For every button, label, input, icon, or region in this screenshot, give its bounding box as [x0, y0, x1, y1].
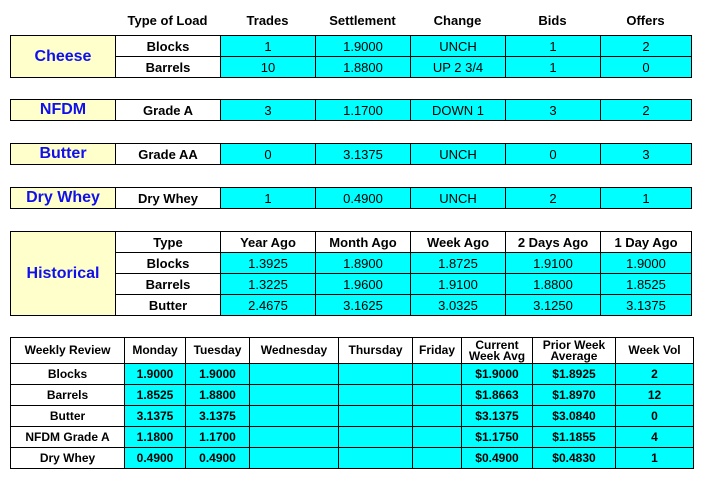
- bids-cell: 1: [506, 36, 601, 57]
- drywhey-label: Dry Whey: [11, 188, 116, 209]
- weekly-row-name: Barrels: [11, 385, 125, 406]
- table-row: [11, 100, 692, 121]
- current-week-avg-cell: $1.1750: [462, 427, 533, 448]
- month-ago-cell: 1.9600: [316, 274, 411, 295]
- drywhey-table: [10, 187, 692, 209]
- historical-header-1-day-ago: 1 Day Ago: [601, 232, 692, 253]
- tuesday-cell: 0.4900: [186, 448, 250, 469]
- tuesday-cell: 1.9000: [186, 364, 250, 385]
- current-week-avg-cell: $0.4900: [462, 448, 533, 469]
- thursday-cell: [339, 448, 413, 469]
- 2-days-ago-cell: 3.1250: [506, 295, 601, 316]
- weekly-header-friday: Friday: [413, 338, 462, 364]
- thursday-cell: [339, 385, 413, 406]
- prior-week-average-cell: $1.8970: [533, 385, 616, 406]
- week-vol-cell: 12: [616, 385, 694, 406]
- table-row: [11, 364, 694, 385]
- table-row: [11, 144, 692, 165]
- prior-week-average-cell: $0.4830: [533, 448, 616, 469]
- table-row: [11, 448, 694, 469]
- change-cell: UNCH: [411, 144, 506, 165]
- week-vol-cell: 2: [616, 364, 694, 385]
- prior-week-average-cell: $3.0840: [533, 406, 616, 427]
- change-cell: DOWN 1: [411, 100, 506, 121]
- friday-cell: [413, 385, 462, 406]
- thursday-cell: [339, 364, 413, 385]
- bids-cell: 0: [506, 144, 601, 165]
- wednesday-cell: [250, 427, 339, 448]
- bids-cell: 2: [506, 188, 601, 209]
- offers-cell: 0: [601, 57, 692, 78]
- table-row: [11, 427, 694, 448]
- nfdm-table: [10, 99, 692, 121]
- weekly-header-label: Weekly Review: [11, 338, 125, 364]
- week-ago-cell: 1.8725: [411, 253, 506, 274]
- monday-cell: 1.9000: [125, 364, 186, 385]
- header-trades: Trades: [246, 13, 289, 28]
- row-type: Barrels: [116, 57, 221, 78]
- settlement-cell: 1.9000: [316, 36, 411, 57]
- offers-cell: 2: [601, 100, 692, 121]
- weekly-header-current-week-avg: Current Week Avg: [462, 338, 533, 364]
- 2-days-ago-cell: 1.9100: [506, 253, 601, 274]
- friday-cell: [413, 364, 462, 385]
- row-type: Grade AA: [116, 144, 221, 165]
- historical-table: [10, 231, 692, 316]
- weekly-row-name: NFDM Grade A: [11, 427, 125, 448]
- current-week-avg-cell: $1.9000: [462, 364, 533, 385]
- offers-cell: 1: [601, 188, 692, 209]
- settlement-cell: 0.4900: [316, 188, 411, 209]
- weekly-header-monday: Monday: [125, 338, 186, 364]
- 1-day-ago-cell: 3.1375: [601, 295, 692, 316]
- weekly-header-prior-week-average: Prior Week Average: [533, 338, 616, 364]
- trades-cell: 1: [221, 36, 316, 57]
- bids-cell: 1: [506, 57, 601, 78]
- weekly-row-name: Dry Whey: [11, 448, 125, 469]
- week-ago-cell: 3.0325: [411, 295, 506, 316]
- year-ago-cell: 1.3225: [221, 274, 316, 295]
- month-ago-cell: 3.1625: [316, 295, 411, 316]
- trades-cell: 0: [221, 144, 316, 165]
- week-vol-cell: 4: [616, 427, 694, 448]
- table-row: [11, 406, 694, 427]
- thursday-cell: [339, 406, 413, 427]
- weekly-row-name: Butter: [11, 406, 125, 427]
- butter-table: [10, 143, 692, 165]
- friday-cell: [413, 448, 462, 469]
- weekly-header-week-vol: Week Vol: [616, 338, 694, 364]
- historical-label: Historical: [11, 232, 116, 316]
- table-row: [11, 36, 692, 57]
- historical-header-2-days-ago: 2 Days Ago: [506, 232, 601, 253]
- trades-cell: 1: [221, 188, 316, 209]
- header-settlement: Settlement: [329, 13, 396, 28]
- header-offers: Offers: [626, 13, 665, 28]
- table-row: [11, 188, 692, 209]
- monday-cell: 0.4900: [125, 448, 186, 469]
- wednesday-cell: [250, 364, 339, 385]
- historical-header-year-ago: Year Ago: [221, 232, 316, 253]
- tuesday-cell: 1.1700: [186, 427, 250, 448]
- settlement-cell: 1.1700: [316, 100, 411, 121]
- row-type: Barrels: [116, 274, 221, 295]
- friday-cell: [413, 406, 462, 427]
- change-cell: UP 2 3/4: [411, 57, 506, 78]
- settlement-cell: 3.1375: [316, 144, 411, 165]
- month-ago-cell: 1.8900: [316, 253, 411, 274]
- row-type: Grade A: [116, 100, 221, 121]
- row-type: Dry Whey: [116, 188, 221, 209]
- change-cell: UNCH: [411, 188, 506, 209]
- historical-header-week-ago: Week Ago: [411, 232, 506, 253]
- wednesday-cell: [250, 448, 339, 469]
- butter-label: Butter: [11, 144, 116, 165]
- cheese-table: [10, 35, 692, 78]
- prior-week-average-cell: $1.8925: [533, 364, 616, 385]
- row-type: Butter: [116, 295, 221, 316]
- weekly-header-thursday: Thursday: [339, 338, 413, 364]
- week-ago-cell: 1.9100: [411, 274, 506, 295]
- trades-cell: 3: [221, 100, 316, 121]
- historical-header-type: Type: [116, 232, 221, 253]
- monday-cell: 3.1375: [125, 406, 186, 427]
- weekly-review-table: [10, 337, 694, 469]
- monday-cell: 1.1800: [125, 427, 186, 448]
- week-vol-cell: 0: [616, 406, 694, 427]
- offers-cell: 3: [601, 144, 692, 165]
- trades-cell: 10: [221, 57, 316, 78]
- year-ago-cell: 1.3925: [221, 253, 316, 274]
- offers-cell: 2: [601, 36, 692, 57]
- header-change: Change: [433, 13, 482, 28]
- 2-days-ago-cell: 1.8800: [506, 274, 601, 295]
- 1-day-ago-cell: 1.9000: [601, 253, 692, 274]
- weekly-header-wednesday: Wednesday: [250, 338, 339, 364]
- bids-cell: 3: [506, 100, 601, 121]
- 1-day-ago-cell: 1.8525: [601, 274, 692, 295]
- weekly-row-name: Blocks: [11, 364, 125, 385]
- current-week-avg-cell: $1.8663: [462, 385, 533, 406]
- table-header-row: [11, 338, 694, 364]
- friday-cell: [413, 427, 462, 448]
- cheese-label: Cheese: [11, 36, 116, 78]
- tuesday-cell: 1.8800: [186, 385, 250, 406]
- tuesday-cell: 3.1375: [186, 406, 250, 427]
- table-header-row: [11, 232, 692, 253]
- prior-week-average-cell: $1.1855: [533, 427, 616, 448]
- settlement-cell: 1.8800: [316, 57, 411, 78]
- week-vol-cell: 1: [616, 448, 694, 469]
- wednesday-cell: [250, 385, 339, 406]
- change-cell: UNCH: [411, 36, 506, 57]
- table-row: [11, 385, 694, 406]
- header-type-of-load: Type of Load: [127, 13, 208, 28]
- row-type: Blocks: [116, 36, 221, 57]
- thursday-cell: [339, 427, 413, 448]
- weekly-header-tuesday: Tuesday: [186, 338, 250, 364]
- current-week-avg-cell: $3.1375: [462, 406, 533, 427]
- year-ago-cell: 2.4675: [221, 295, 316, 316]
- historical-header-month-ago: Month Ago: [316, 232, 411, 253]
- wednesday-cell: [250, 406, 339, 427]
- header-bids: Bids: [538, 13, 567, 28]
- nfdm-label: NFDM: [11, 100, 116, 121]
- row-type: Blocks: [116, 253, 221, 274]
- monday-cell: 1.8525: [125, 385, 186, 406]
